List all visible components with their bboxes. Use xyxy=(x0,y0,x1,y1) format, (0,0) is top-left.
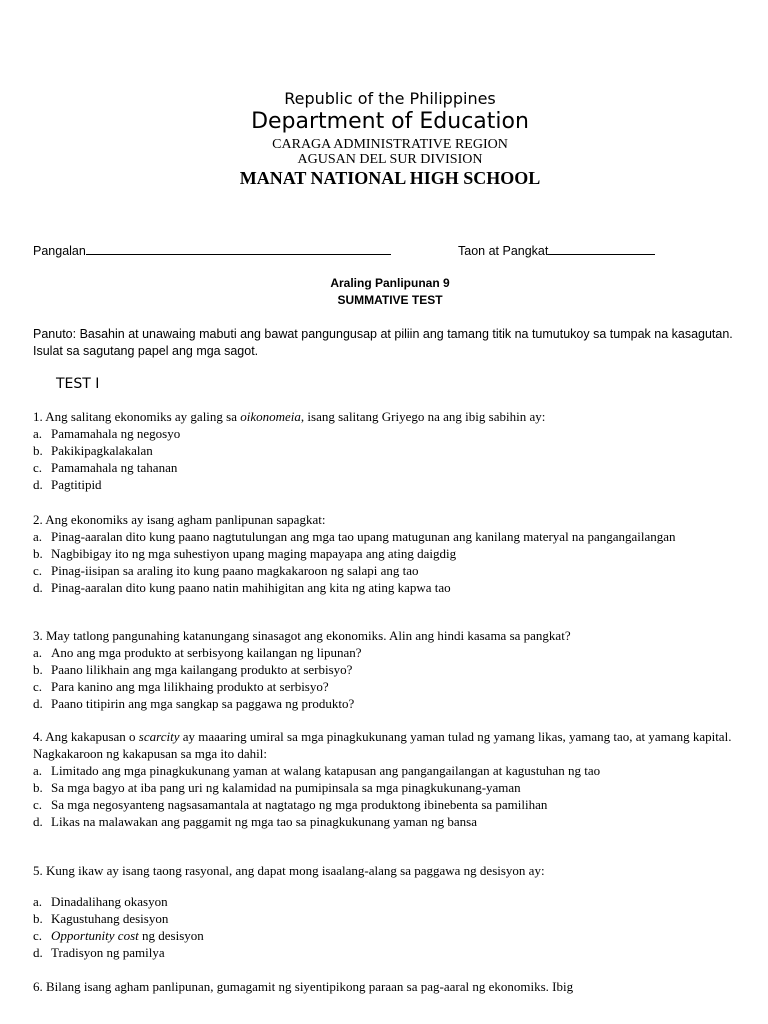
year-section-label: Taon at Pangkat xyxy=(458,244,549,258)
year-section-field[interactable] xyxy=(458,242,655,258)
option-c[interactable]: c. Pinag-iisipan sa araling ito kung paano magkakaroon ng salapi ang tao xyxy=(33,563,419,578)
question-5 xyxy=(33,862,753,961)
test-label: TEST I xyxy=(56,376,100,392)
option-d[interactable]: d. Paano titipirin ang mga sangkap sa paggawa ng produkto? xyxy=(33,696,355,711)
question-6 xyxy=(33,978,753,995)
question-3 xyxy=(33,627,753,712)
subject-title: Araling Panlipunan 9 xyxy=(330,276,450,290)
year-section-blank[interactable] xyxy=(548,242,655,255)
option-b[interactable]: b. Pakikipagkalakalan xyxy=(33,443,153,458)
question-stem: 6. Bilang isang agham panlipunan, gumagamit ng siyentipikong paraan sa pag-aaral ng ekonomiks. Ibig xyxy=(33,979,574,994)
question-1 xyxy=(33,408,753,493)
department-heading: Department of Education xyxy=(251,109,529,134)
test-type-title: SUMMATIVE TEST xyxy=(337,293,443,307)
option-b[interactable]: b. Paano lilikhain ang mga kailangang produkto at serbisyo? xyxy=(33,662,353,677)
option-d[interactable]: d. Pinag-aaralan dito kung paano natin mahihigitan ang kita ng ating kapwa tao xyxy=(33,580,451,595)
option-c[interactable]: c. Sa mga negosyanteng nagsasamantala at nagtatago ng mga produktong ibinebenta sa pamilihan xyxy=(33,797,548,812)
name-label: Pangalan xyxy=(33,244,86,258)
question-stem: 5. Kung ikaw ay isang taong rasyonal, ang dapat mong isaalang-alang sa paggawa ng desisyon ay: xyxy=(33,863,545,878)
option-c[interactable]: c. Opportunity cost ng desisyon xyxy=(33,928,204,943)
question-stem: 1. Ang salitang ekonomiks ay galing sa oikonomeia, isang salitang Griyego na ang ibig sabihin ay: xyxy=(33,409,546,424)
instructions: Panuto: Basahin at unawaing mabuti ang bawat pangungusap at piliin ang tamang titik na tumutukoy sa tumpak na kasagutan. Isulat sa sagutang papel ang mga sagot. xyxy=(33,327,733,358)
option-a[interactable]: a. Pinag-aaralan dito kung paano nagtutulungan ang mga tao upang matugunan ang kanilang materyal na pangangailangan xyxy=(33,529,676,544)
option-d[interactable]: d. Tradisyon ng pamilya xyxy=(33,945,165,960)
question-2 xyxy=(33,511,753,596)
option-a[interactable]: a. Pamamahala ng negosyo xyxy=(33,426,181,441)
question-stem: 4. Ang kakapusan o scarcity ay maaaring umiral sa mga pinagkukunang yaman tulad ng yamang likas, yamang tao, at yamang kapital. Nagkakaroon ng kakapusan sa mga ito dahil: xyxy=(33,729,732,761)
question-stem: 3. May tatlong pangunahing katanungang sinasagot ang ekonomiks. Alin ang hindi kasama sa pangkat? xyxy=(33,628,571,643)
option-b[interactable]: b. Sa mga bagyo at iba pang uri ng kalamidad na pumipinsala sa mga pinagkukunang-yaman xyxy=(33,780,521,795)
region-heading: CARAGA ADMINISTRATIVE REGION xyxy=(272,137,508,152)
name-field[interactable] xyxy=(33,242,391,258)
option-a[interactable]: a. Ano ang mga produkto at serbisyong kailangan ng lipunan? xyxy=(33,645,362,660)
option-d[interactable]: d. Pagtitipid xyxy=(33,477,102,492)
option-b[interactable]: b. Kagustuhang desisyon xyxy=(33,911,169,926)
republic-heading: Republic of the Philippines xyxy=(284,89,496,108)
option-a[interactable]: a. Limitado ang mga pinagkukunang yaman at walang katapusan ang pangangailangan at kagustuhan ng tao xyxy=(33,763,601,778)
option-a[interactable]: a. Dinadalihang okasyon xyxy=(33,894,168,909)
option-d[interactable]: d. Likas na malawakan ang paggamit ng mga tao sa pinagkukunang yaman ng bansa xyxy=(33,814,477,829)
option-b[interactable]: b. Nagbibigay ito ng mga suhestiyon upang maging mapayapa ang ating daigdig xyxy=(33,546,457,561)
division-heading: AGUSAN DEL SUR DIVISION xyxy=(297,152,483,167)
option-c[interactable]: c. Para kanino ang mga lilikhaing produkto at serbisyo? xyxy=(33,679,329,694)
school-heading: MANAT NATIONAL HIGH SCHOOL xyxy=(239,168,541,188)
question-4 xyxy=(33,728,753,830)
name-blank[interactable] xyxy=(86,242,391,255)
option-c[interactable]: c. Pamamahala ng tahanan xyxy=(33,460,178,475)
question-stem: 2. Ang ekonomiks ay isang agham panlipunan sapagkat: xyxy=(33,512,326,527)
